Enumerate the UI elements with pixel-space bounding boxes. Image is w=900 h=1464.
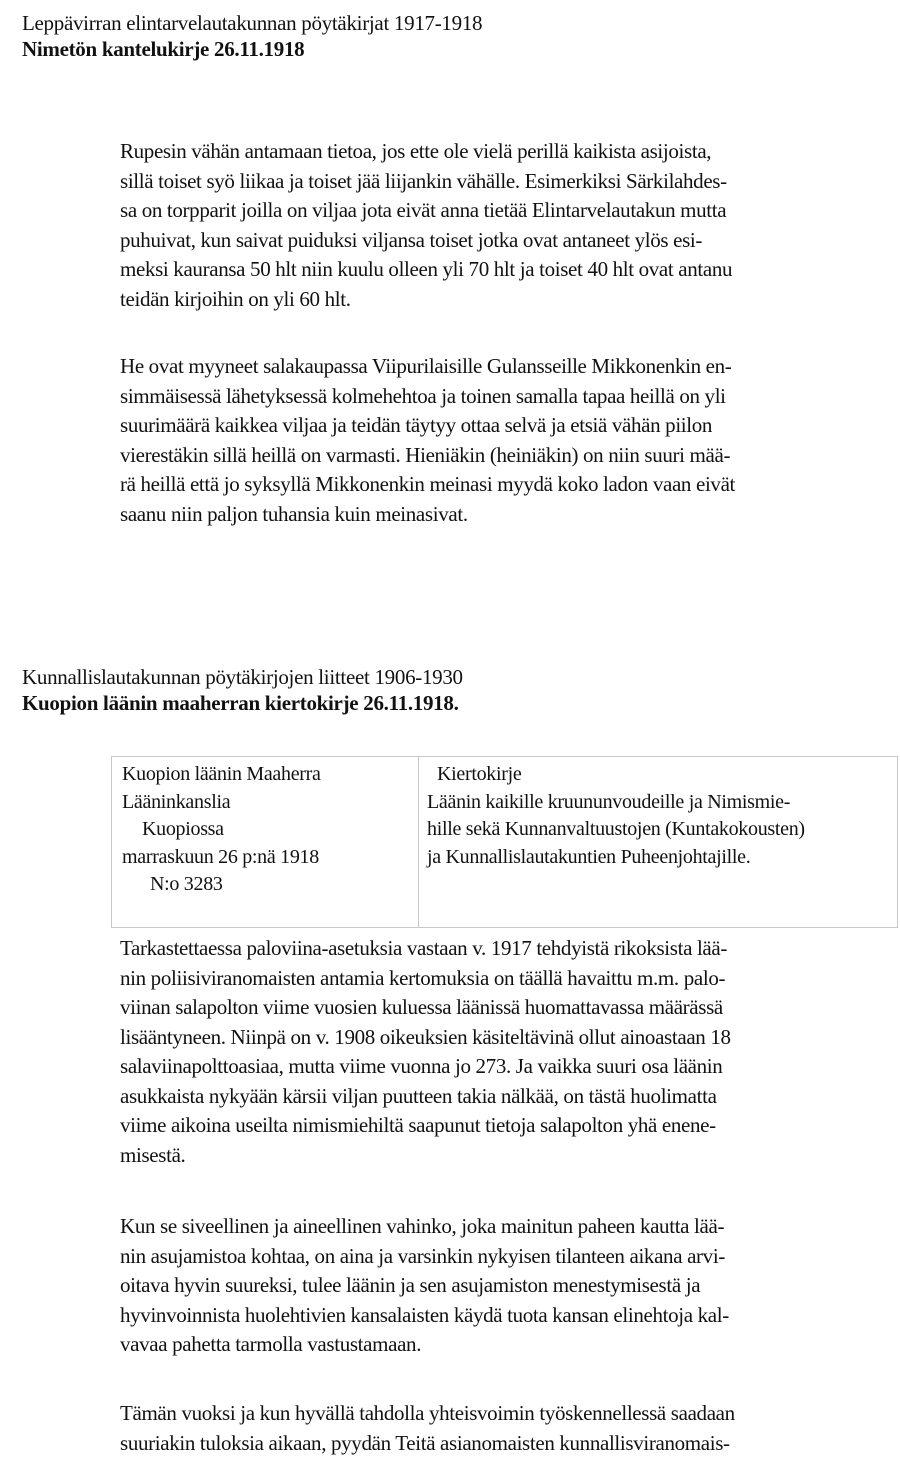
letterhead-table bbox=[111, 756, 898, 928]
text-line: misestä. bbox=[120, 1142, 186, 1167]
text-line: Rupesin vähän antamaan tietoa, jos ette ole vielä perillä kaikista asijoista, bbox=[120, 139, 712, 163]
section2-source: Kunnallislautakunnan pöytäkirjojen liitteet 1906-1930 bbox=[22, 665, 463, 689]
text-line: sillä toiset syö liikaa ja toiset jää liijankin vähälle. Esimerkiksi Särkilahdes- bbox=[120, 168, 727, 193]
text-line: hyvinvoinnista huolehtivien kansalaisten käydä tuota kansan elinehtoja kal- bbox=[120, 1302, 729, 1327]
section2-paragraph-2 bbox=[120, 1212, 840, 1360]
text-line: He ovat myyneet salakaupassa Viipurilaisille Gulansseille Mikkonenkin en- bbox=[120, 354, 732, 378]
text-line: simmäisessä lähetyksessä kolmehehtoa ja toinen samalla tapaa heillä on yli bbox=[120, 383, 726, 408]
text-line: vavaa pahetta tarmolla vastustamaan. bbox=[120, 1332, 422, 1356]
section1-paragraph-2 bbox=[120, 352, 840, 529]
sender-line: N:o 3283 bbox=[150, 873, 223, 895]
section2-paragraph-1 bbox=[120, 934, 840, 1170]
text-line: salaviinapolttoasiaa, mutta viime vuonna jo 273. Ja vaikka suuri osa läänin bbox=[120, 1054, 723, 1078]
text-line: puhuivat, kun saivat puiduksi viljansa toiset jotka ovat antaneet ylös esi- bbox=[120, 227, 703, 252]
letterhead-sender-cell bbox=[112, 757, 419, 927]
text-line: viime aikoina useilta nimismiehiltä saapunut tietoja salapolton yhä enene- bbox=[120, 1113, 716, 1137]
text-line: asukkaista nykyään kärsii viljan puutteen takia nälkää, on tästä huolimatta bbox=[120, 1083, 717, 1108]
text-line: sa on torpparit joilla on viljaa jota eivät anna tietää Elintarvelautakun mutta bbox=[120, 198, 727, 222]
text-line: rä heillä että jo syksyllä Mikkonenkin meinasi myydä koko ladon vaan eivät bbox=[120, 472, 736, 496]
text-line: suuriakin tuloksia aikaan, pyydän Teitä asianomaisten kunnallisviranomais- bbox=[120, 1430, 730, 1455]
recipient-line: Läänin kaikille kruununvoudeille ja Nimismie- bbox=[427, 790, 791, 813]
text-line: nin asujamistoa kohtaa, on aina ja varsinkin nykyisen tilanteen aikana arvi- bbox=[120, 1243, 725, 1268]
sender-line: Kuopiossa bbox=[142, 818, 224, 840]
text-line: suurimäärä kaikkea viljaa ja teidän täytyy ottaa selvä ja etsiä vähän piilon bbox=[120, 413, 713, 437]
letterhead-recipient-cell bbox=[419, 757, 897, 927]
section2-header bbox=[22, 664, 882, 716]
recipient-line: ja Kunnallislautakuntien Puheenjohtajille. bbox=[427, 845, 751, 868]
text-line: teidän kirjoihin on yli 60 hlt. bbox=[120, 286, 351, 311]
text-line: oitava hyvin suureksi, tulee läänin ja sen asujamiston menestymisestä ja bbox=[120, 1273, 701, 1297]
text-line: Tämän vuoksi ja kun hyvällä tahdolla yhteisvoimin työskennellessä saadaan bbox=[120, 1401, 735, 1425]
text-line: nin poliisiviranomaisten antamia kertomuksia on täällä havaittu m.m. palo- bbox=[120, 965, 726, 990]
section2-paragraph-3 bbox=[120, 1399, 840, 1458]
section1-title: Nimetön kantelukirje 26.11.1918 bbox=[22, 37, 305, 61]
section1-source: Leppävirran elintarvelautakunnan pöytäkirjat 1917-1918 bbox=[22, 11, 483, 35]
text-line: saanu niin paljon tuhansia kuin meinasivat. bbox=[120, 501, 468, 526]
section1-header bbox=[22, 10, 882, 62]
recipient-line: hille sekä Kunnanvaltuustojen (Kuntakokousten) bbox=[427, 818, 805, 840]
text-line: lisääntyneen. Niinpä on v. 1908 oikeuksien käsiteltävinä ollut ainoastaan 18 bbox=[120, 1024, 731, 1049]
text-line: viinan salapolton viime vuosien kuluessa läänissä huomattavassa määrässä bbox=[120, 995, 723, 1019]
sender-line: Kuopion läänin Maaherra bbox=[122, 763, 321, 785]
text-line: vierestäkin sillä heillä on varmasti. Hieniäkin (heiniäkin) on niin suuri mää- bbox=[120, 442, 731, 467]
sender-line: Lääninkanslia bbox=[122, 790, 231, 813]
recipient-line: Kiertokirje bbox=[437, 763, 522, 785]
text-line: Kun se siveellinen ja aineellinen vahinko, joka mainitun paheen kautta lää- bbox=[120, 1214, 725, 1238]
section2-title: Kuopion läänin maaherran kiertokirje 26.11.1918. bbox=[22, 691, 459, 715]
section1-paragraph-1 bbox=[120, 137, 840, 314]
sender-line: marraskuun 26 p:nä 1918 bbox=[122, 845, 319, 868]
text-line: Tarkastettaessa paloviina-asetuksia vastaan v. 1917 tehdyistä rikoksista lää- bbox=[120, 936, 728, 960]
text-line: meksi kauransa 50 hlt niin kuulu olleen yli 70 hlt ja toiset 40 hlt ovat antanu bbox=[120, 257, 733, 281]
